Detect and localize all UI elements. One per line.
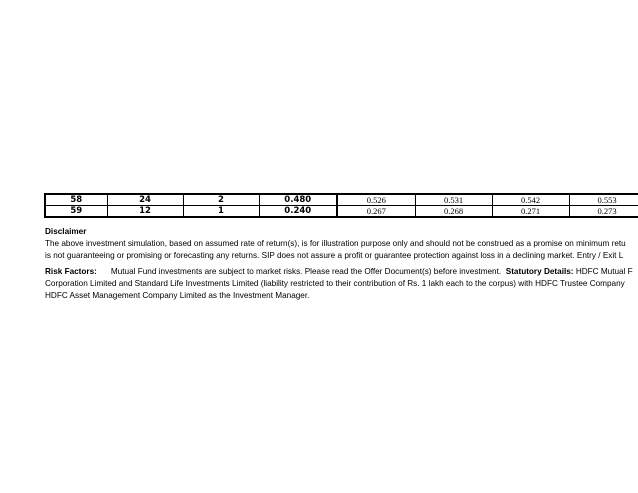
risk-factors-text: Mutual Fund investments are subject to market risks. Please read the Offer Document(s) before investment.	[110, 267, 502, 276]
risk-factors-label: Risk Factors:	[45, 267, 97, 276]
table-row	[45, 194, 638, 206]
table-cell: 0.531	[415, 194, 492, 206]
risk-factors-line-2: Corporation Limited and Standard Life Investments Limited (liability restricted to their contribution of Rs. 1 lakh each to the corpus) with HDFC Trustee Company	[45, 279, 625, 288]
simulation-table-wrapper	[44, 193, 638, 218]
table-cell: 0.271	[492, 206, 569, 218]
disclaimer-text-line-1: The above investment simulation, based on assumed rate of return(s), is for illustration purpose only and should not be construed as a promise on minimum retu	[45, 239, 626, 248]
table-cell: 1	[183, 206, 259, 218]
table-cell: 59	[45, 206, 107, 218]
disclaimer-text-line-2: is not guaranteeing or promising or forecasting any returns. SIP does not assure a profit or guarantee protection against loss in a declining market. Entry / Exit L	[45, 251, 624, 260]
table-cell: 0.480	[259, 194, 337, 206]
table-cell: 58	[45, 194, 107, 206]
table-cell: 0.526	[337, 194, 415, 206]
table-cell: 0.542	[492, 194, 569, 206]
table-cell: 0.267	[337, 206, 415, 218]
table-row	[45, 206, 638, 218]
table-cell: 2	[183, 194, 259, 206]
table-cell: 0.268	[415, 206, 492, 218]
simulation-table	[44, 193, 638, 218]
statutory-details-text: HDFC Mutual F	[575, 267, 633, 276]
table-cell: 0.240	[259, 206, 337, 218]
disclaimer-heading: Disclaimer	[45, 227, 87, 236]
risk-factors-line-1	[45, 266, 638, 278]
table-cell: 0.553	[569, 194, 638, 206]
risk-factors-line-3: HDFC Asset Management Company Limited as the Investment Manager.	[45, 291, 310, 300]
table-cell: 12	[107, 206, 183, 218]
table-cell: 24	[107, 194, 183, 206]
table-cell: 0.273	[569, 206, 638, 218]
statutory-details-label: Statutory Details:	[505, 267, 574, 276]
